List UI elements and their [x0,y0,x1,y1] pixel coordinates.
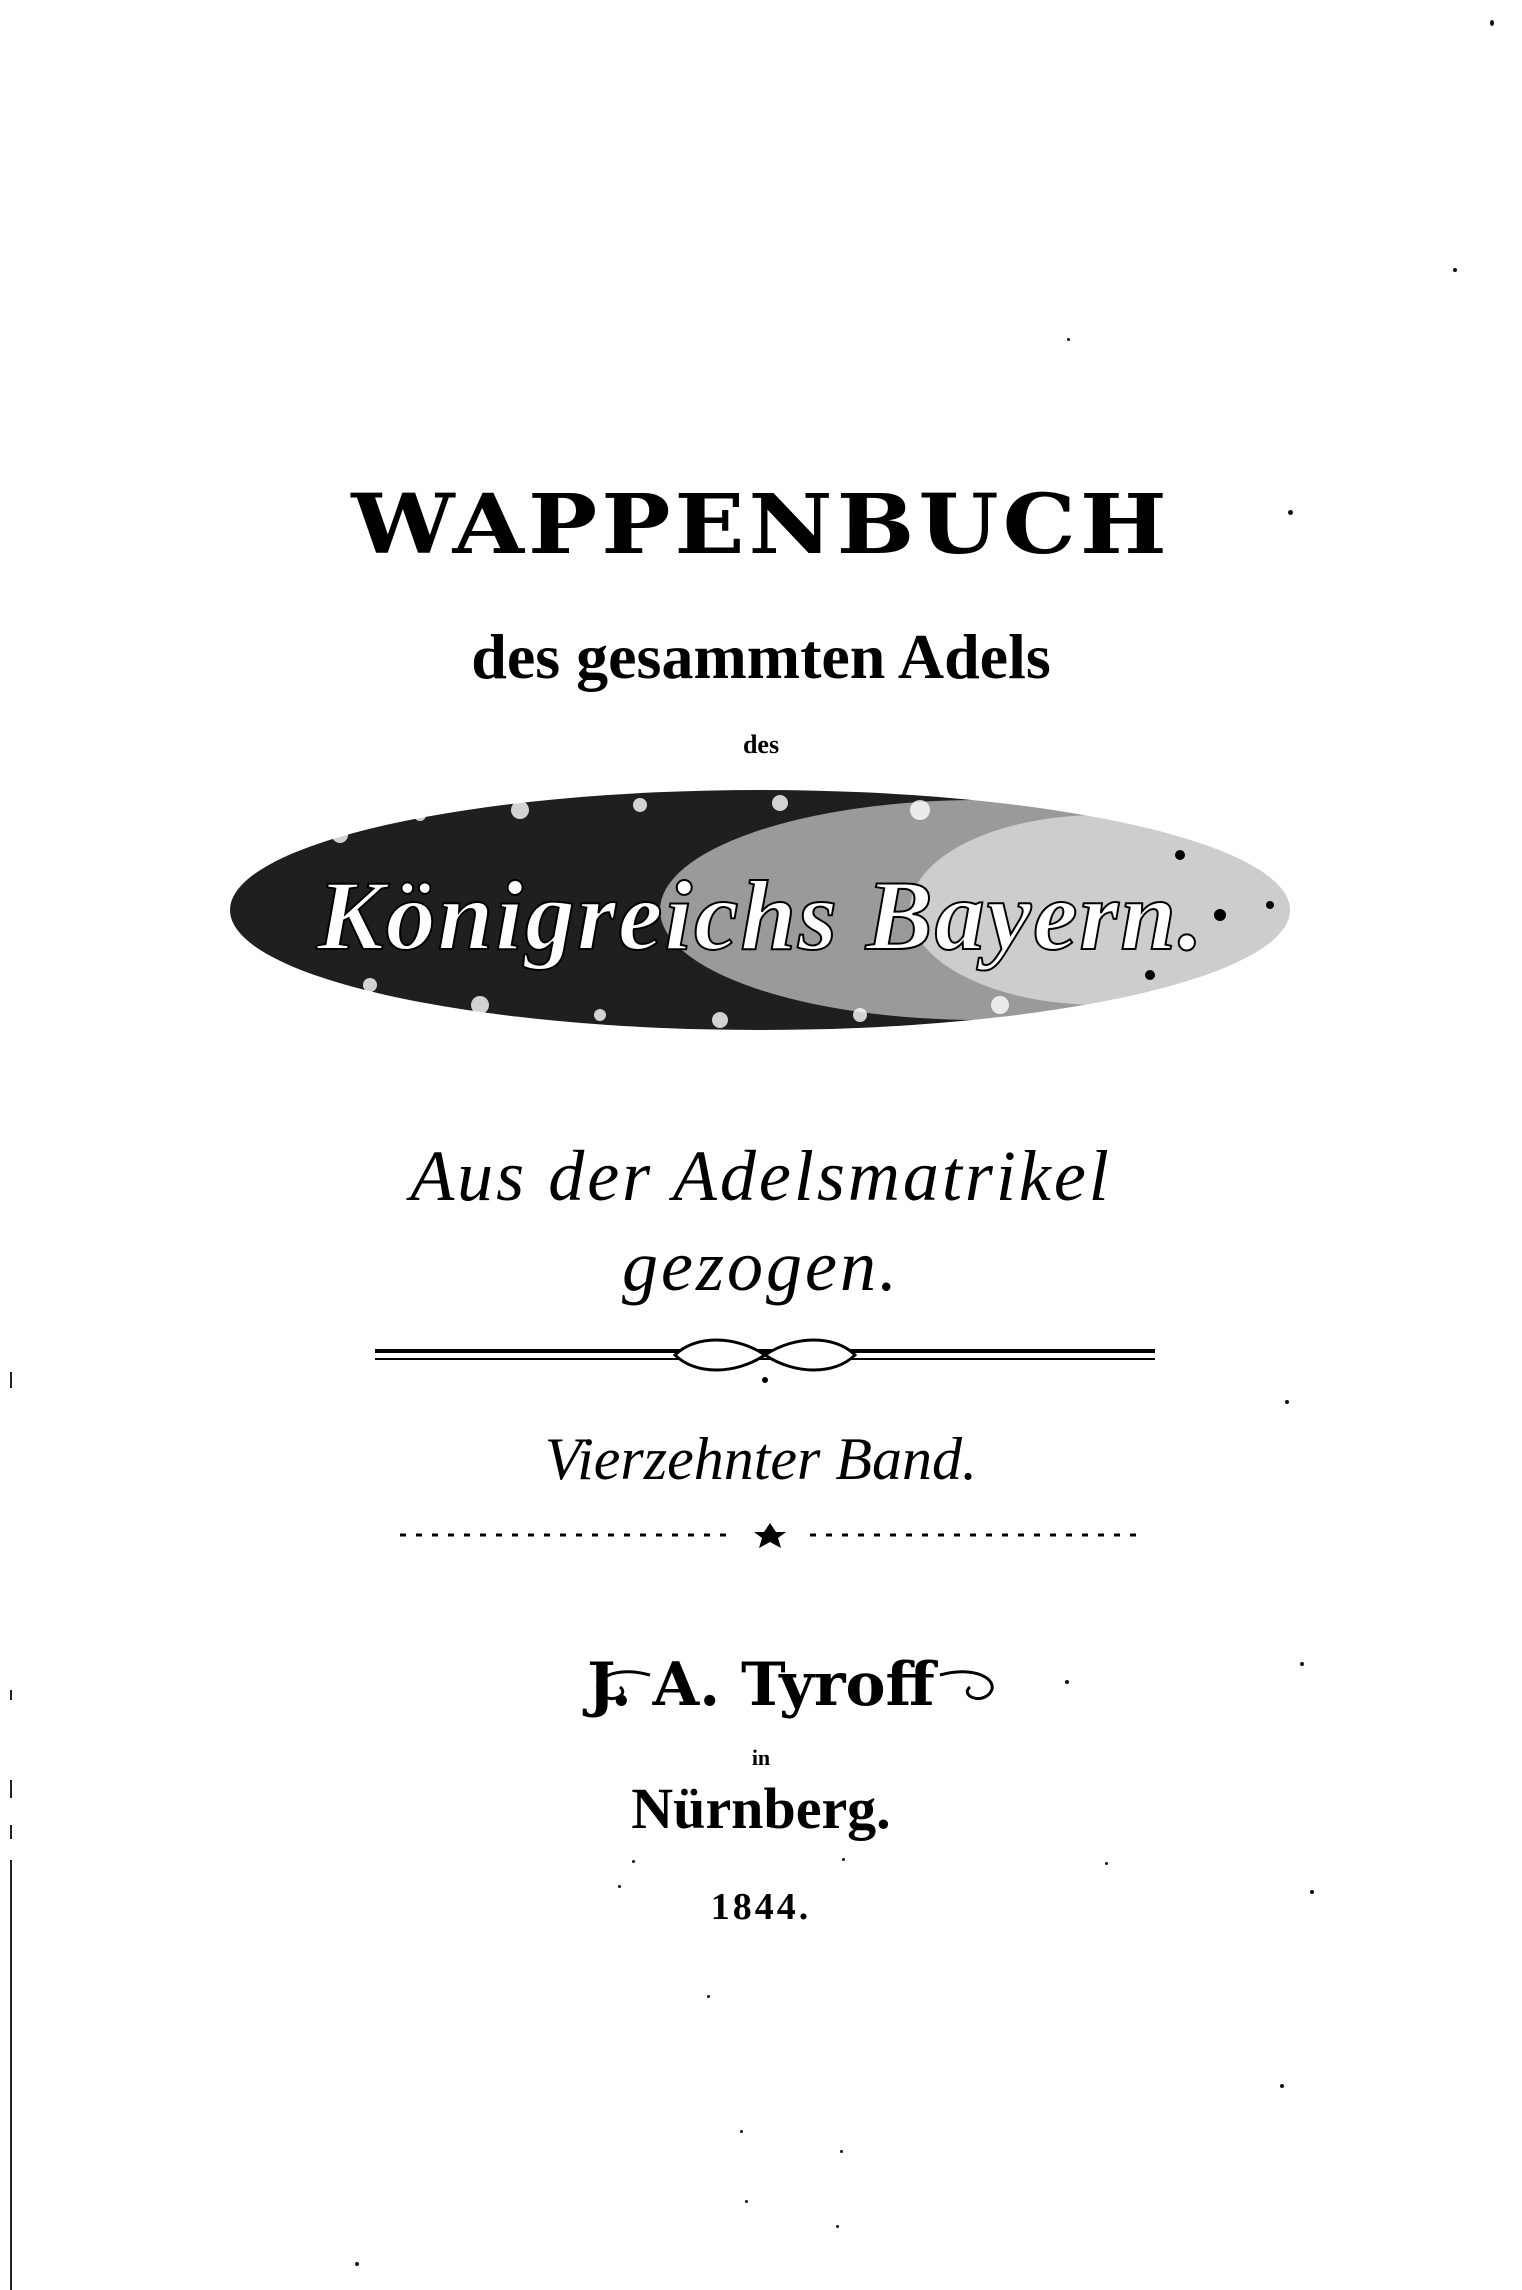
publisher-name: J. A. Tyroff [587,1650,935,1720]
ink-speck [1288,510,1293,515]
page-edge-mark [10,1860,12,2290]
ink-speck [1065,1680,1069,1684]
publication-year: 1844. [710,1886,812,1928]
ink-speck [1105,1862,1108,1865]
ink-speck [836,2225,839,2228]
ornamental-rule [375,1325,1155,1385]
source-line-1: Aus der Adelsmatrikel [410,1136,1112,1216]
dotted-divider [400,1520,1140,1550]
source-line-2: gezogen. [622,1226,900,1306]
ink-speck [842,1858,845,1861]
ink-speck [840,2150,843,2153]
ink-speck [355,2262,359,2266]
ink-speck [1280,2084,1284,2088]
ink-speck [618,1885,621,1888]
ink-speck [1453,268,1457,272]
page-edge-mark [10,1780,12,1798]
page-edge-mark [10,1372,12,1388]
ink-speck [1067,338,1070,341]
city-name: Nürnberg. [631,1776,891,1841]
book-title: WAPPENBUCH [351,475,1171,573]
publisher-in: in [751,1745,771,1770]
page-edge-mark [10,1825,12,1839]
ink-speck [745,2200,748,2203]
ink-speck [707,1995,710,1998]
subtitle: des gesammten Adels [471,621,1051,692]
ink-speck [1490,20,1494,26]
ink-speck [1285,1400,1289,1404]
page-edge-mark [10,1690,12,1700]
publisher-flourish-right [935,1665,1005,1705]
kingdom-name: Königreichs Bayern. [316,860,1206,971]
ink-speck [1310,1890,1314,1894]
ink-speck [1300,1662,1304,1666]
ink-speck [740,2130,743,2133]
connector-word: des [742,730,780,759]
volume-label: Vierzehnter Band. [544,1426,978,1492]
ink-speck [632,1860,635,1863]
